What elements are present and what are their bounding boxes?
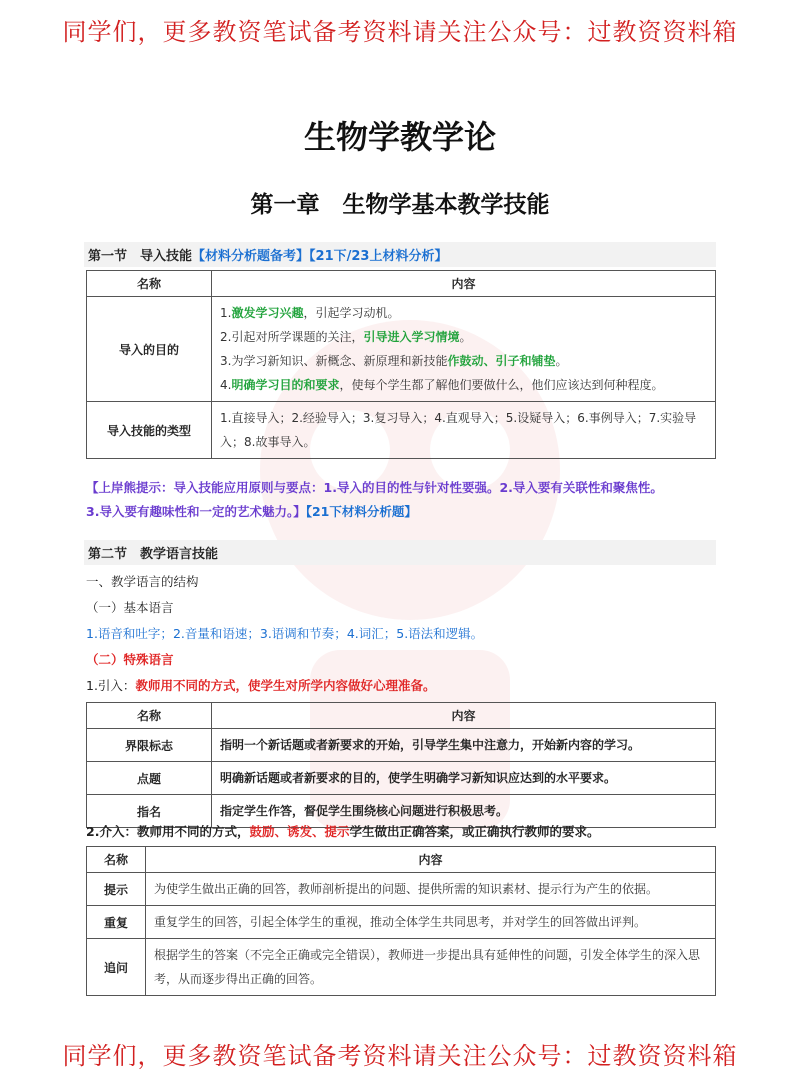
special-language-heading: （二）特殊语言 [86, 652, 174, 667]
table-header-content: 内容 [212, 703, 716, 729]
tip-block [86, 476, 726, 524]
document-title: 生物学教学论 [303, 118, 496, 156]
basic-item: 1.语音和吐字； [86, 626, 173, 641]
table-header-row [87, 271, 716, 297]
basic-item: 3.语调和节奏； [259, 626, 347, 641]
row-content: 明确新话题或者新要求的目的，使学生明确学习新知识应达到的水平要求。 [212, 762, 716, 795]
table-row [87, 729, 716, 762]
row-content: 1.直接导入；2.经验导入；3.复习导入；4.直观导入；5.设疑导入；6.事例导入；7.实验导入；8.故事导入。 [212, 402, 716, 459]
purpose-line-1: 1.激发学习兴趣，引起学习动机。 [220, 306, 400, 320]
table-header-name: 名称 [87, 271, 212, 297]
table-row [87, 402, 716, 459]
basic-language-heading: （一）基本语言 [86, 600, 174, 615]
table-header-name: 名称 [87, 703, 212, 729]
row-name: 重复 [87, 906, 146, 939]
table-header-content: 内容 [146, 847, 716, 873]
basic-item: 2.音量和语速； [172, 626, 260, 641]
table-row [87, 762, 716, 795]
row-content: 为使学生做出正确的回答，教师剖析提出的问题、提供所需的知识素材、提示行为产生的依据。 [146, 873, 716, 906]
row-name: 追问 [87, 939, 146, 996]
lead-in-table [86, 702, 716, 828]
table-header-row [87, 847, 716, 873]
purpose-line-3: 3.为学习新知识、新概念、新原理和新技能作鼓动、引子和铺垫。 [220, 354, 568, 368]
basic-item: 5.语法和逻辑。 [396, 626, 484, 641]
row-content: 指定学生作答，督促学生围绕核心问题进行积极思考。 [212, 795, 716, 828]
table-header-name: 名称 [87, 847, 146, 873]
row-content: 指明一个新话题或者新要求的开始，引导学生集中注意力，开始新内容的学习。 [212, 729, 716, 762]
mediation-table [86, 846, 716, 996]
row-content: 根据学生的答案（不完全正确或完全错误），教师进一步提出具有延伸性的问题，引发全体学生的深入思考，从而逐步得出正确的回答。 [146, 939, 716, 996]
chapter-title: 第一章 生物学基本教学技能 [250, 191, 550, 218]
row-name: 点题 [87, 762, 212, 795]
basic-language-items [86, 624, 483, 642]
structure-heading: 一、教学语言的结构 [86, 574, 199, 589]
section-1-header [84, 242, 716, 267]
tip-line-1: 【上岸熊提示：导入技能应用原则与要点：1.导入的目的性与针对性要强。2.导入要有关联性和聚焦性。 [86, 480, 663, 495]
table-row [87, 906, 716, 939]
table-header-row [87, 703, 716, 729]
row-name: 界限标志 [87, 729, 212, 762]
section-2-header [84, 540, 716, 565]
table-row [87, 873, 716, 906]
table-row [87, 297, 716, 402]
basic-item: 4.词汇； [346, 626, 397, 641]
tip-line-2: 3.导入要有趣味性和一定的艺术魅力。】【21下材料分析题】 [86, 504, 417, 519]
row-name: 导入技能的类型 [87, 402, 212, 459]
purpose-line-4: 4.明确学习目的和要求，使每个学生都了解他们要做什么，他们应该达到何种程度。 [220, 378, 664, 392]
bottom-banner: 同学们，更多教资笔试备考资料请关注公众号：过教资资料箱 [62, 1042, 738, 1070]
table-header-content: 内容 [212, 271, 716, 297]
row-name: 指名 [87, 795, 212, 828]
row-content [212, 297, 716, 402]
section-1-label: 第一节 导入技能 [88, 249, 193, 264]
row-name: 提示 [87, 873, 146, 906]
intro-skill-table [86, 270, 716, 459]
intro-line: 1.引入：教师用不同的方式，使学生对所学内容做好心理准备。 [86, 678, 436, 693]
section-2-label: 第二节 教学语言技能 [88, 547, 219, 562]
section-1-tag-1: 【材料分析题备考】 [192, 249, 310, 264]
purpose-line-2: 2.引起对所学课题的关注，引导进入学习情境。 [220, 330, 472, 344]
mediate-line: 2.介入：教师用不同的方式，鼓励、诱发、提示学生做出正确答案，或正确执行教师的要求。 [86, 824, 600, 839]
table-row [87, 939, 716, 996]
row-name: 导入的目的 [87, 297, 212, 402]
section-1-tag-2: 【21下/23上材料分析】 [309, 249, 448, 264]
row-content: 重复学生的回答，引起全体学生的重视，推动全体学生共同思考，并对学生的回答做出评判。 [146, 906, 716, 939]
top-banner: 同学们，更多教资笔试备考资料请关注公众号：过教资资料箱 [62, 18, 738, 46]
